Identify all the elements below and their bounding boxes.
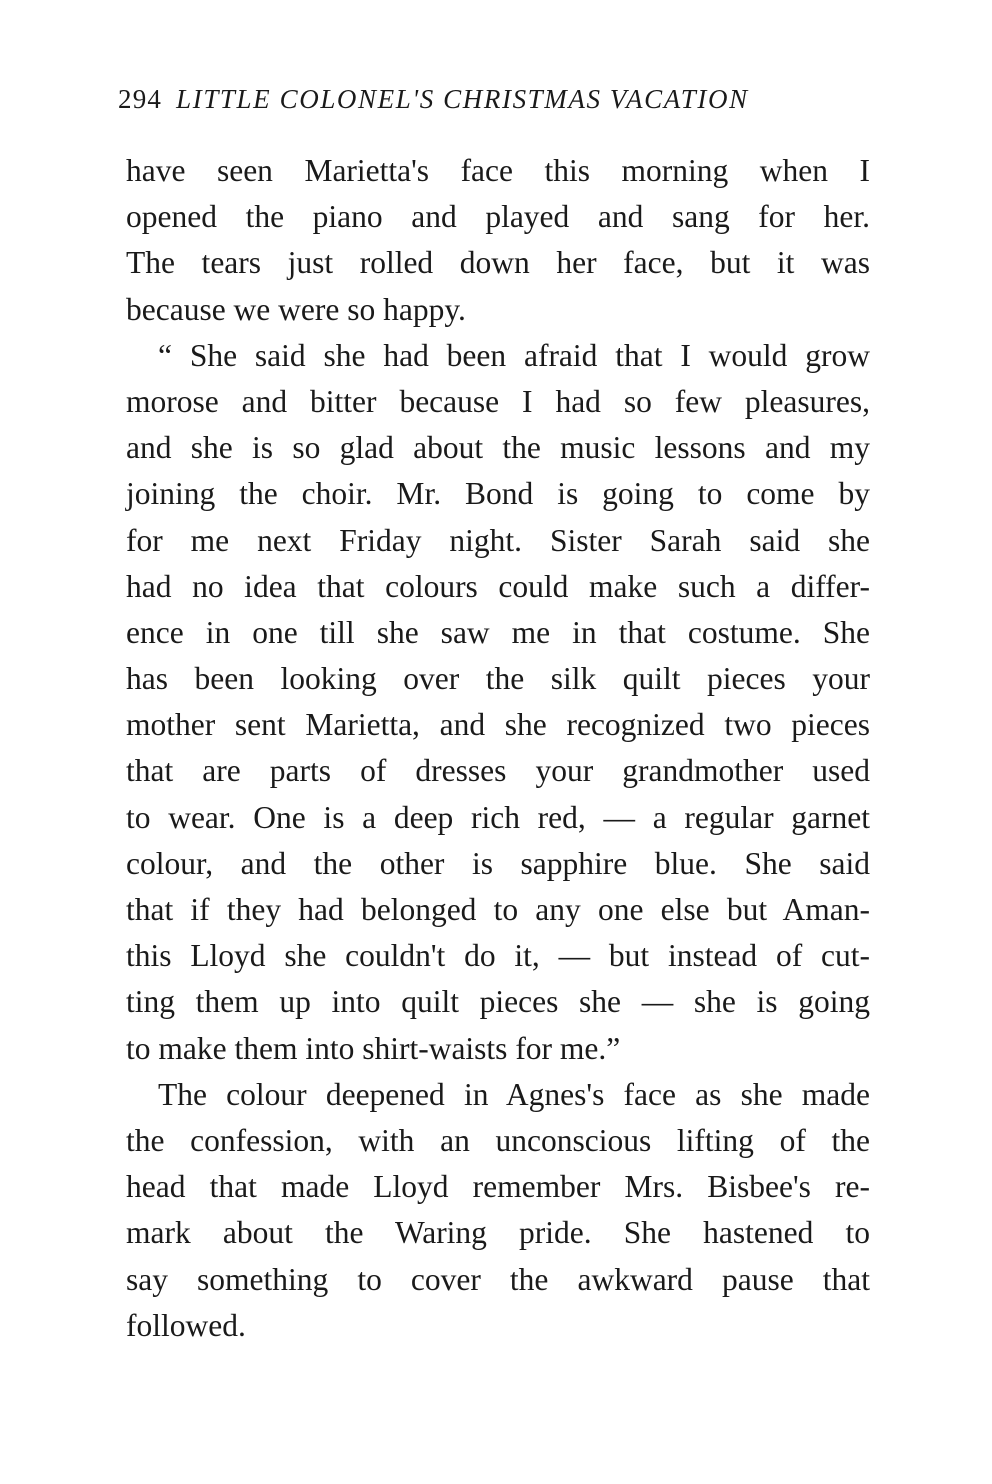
text-line: to wear. One is a deep rich red, — a regular garnet: [126, 799, 870, 835]
text-line: ence in one till she saw me in that costume. She: [126, 614, 870, 650]
text-line: to make them into shirt-waists for me.”: [126, 1030, 621, 1066]
text-line: ting them up into quilt pieces she — she is going: [126, 984, 870, 1020]
paragraph: [126, 148, 870, 333]
book-title: LITTLE COLONEL'S CHRISTMAS VACATION: [176, 84, 749, 114]
paragraph: [126, 333, 870, 1072]
text-line: that are parts of dresses your grandmother used: [126, 753, 870, 789]
text-line: The colour deepened in Agnes's face as she made: [158, 1076, 870, 1112]
text-line: mother sent Marietta, and she recognized two pieces: [126, 707, 870, 743]
text-line: morose and bitter because I had so few pleasures,: [126, 383, 870, 419]
text-line: that if they had belonged to any one else but Aman-: [126, 892, 870, 927]
text-line: followed.: [126, 1307, 246, 1343]
text-line: because we were so happy.: [126, 291, 466, 327]
text-line: and she is so glad about the music lessons and my: [126, 430, 870, 466]
text-line: joining the choir. Mr. Bond is going to come by: [126, 476, 870, 512]
text-line: “ She said she had been afraid that I would grow: [158, 337, 870, 373]
text-line: have seen Marietta's face this morning when I: [126, 153, 870, 188]
text-line: the confession, with an unconscious lifting of the: [126, 1122, 870, 1158]
body-text: [126, 148, 870, 1349]
running-head: [118, 84, 878, 115]
text-line: colour, and the other is sapphire blue. She said: [126, 845, 870, 881]
text-line: opened the piano and played and sang for her.: [126, 199, 870, 235]
text-line: mark about the Waring pride. She hastened to: [126, 1215, 870, 1251]
text-line: for me next Friday night. Sister Sarah said she: [126, 522, 870, 558]
text-line: this Lloyd she couldn't do it, — but instead of cut-: [126, 938, 870, 974]
text-line: had no idea that colours could make such a differ-: [126, 568, 870, 604]
text-line: say something to cover the awkward pause that: [126, 1261, 870, 1297]
text-line: The tears just rolled down her face, but it was: [126, 245, 870, 281]
text-line: head that made Lloyd remember Mrs. Bisbee's re-: [126, 1169, 870, 1205]
page-number: 294: [118, 84, 163, 114]
paragraph: [126, 1072, 870, 1349]
text-line: has been looking over the silk quilt pieces your: [126, 661, 870, 697]
